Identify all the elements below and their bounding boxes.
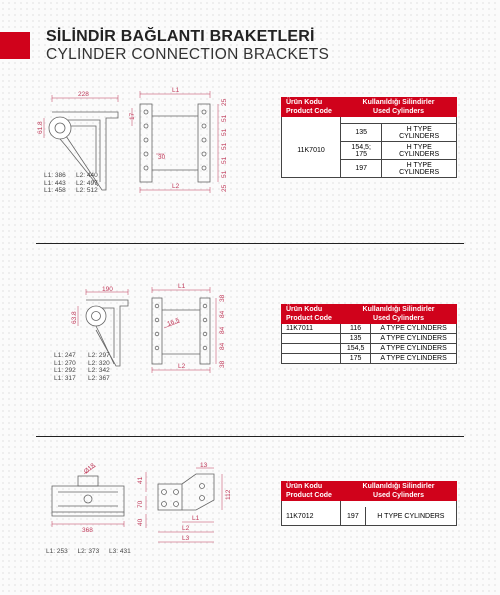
spec-table-11K7012	[281, 481, 457, 526]
header-code-tr: Ürün Kodu	[286, 483, 323, 490]
header-used-en: Used Cylinders	[373, 492, 424, 499]
len-l1: L1: 317	[54, 374, 76, 382]
dim-d2: 41	[137, 476, 144, 484]
len-l2: L2: 512	[76, 187, 98, 194]
dim-d1: 61.8	[37, 121, 44, 134]
dim-r4: 51	[221, 156, 228, 164]
len-l2: L2: 373	[77, 548, 100, 555]
len-l1: L1: 253	[46, 548, 68, 555]
len-l2: L2: 342	[88, 367, 110, 374]
dim-d1: Ø18	[82, 462, 97, 476]
dim-r2: 51	[221, 128, 228, 136]
dim-l2: L2	[182, 525, 190, 532]
header-used-tr: Kullanıldığı Silindirler	[362, 99, 435, 106]
dim-d2: 17	[129, 112, 136, 120]
len-l2: L2: 497	[76, 179, 98, 187]
dim-d4: 40	[137, 518, 144, 526]
dim-r0: 25	[221, 98, 228, 106]
length-table-11K7010	[44, 172, 98, 195]
cylinder-type: A TYPE CYLINDERS	[371, 324, 457, 334]
cylinder-type: A TYPE CYLINDERS	[371, 354, 457, 364]
dim-l2: L2	[172, 183, 180, 190]
len-l2: L2: 320	[88, 359, 110, 367]
cylinder-type: H TYPE CYLINDERS	[382, 142, 457, 160]
product-code-header	[282, 305, 341, 324]
spec-table-11K7011	[281, 304, 457, 364]
header-used-en: Used Cylinders	[373, 108, 424, 115]
cylinder-size: 135	[341, 334, 371, 344]
dim-r2: 84	[219, 326, 226, 334]
product-code: 11K7011	[282, 324, 341, 334]
used-cylinders-header	[341, 305, 457, 324]
dim-r0: 38	[219, 294, 226, 302]
header-code-en: Product Code	[286, 492, 332, 499]
divider	[36, 243, 464, 244]
dim-r6: 25	[221, 184, 228, 192]
used-cylinders-header	[341, 98, 457, 117]
dim-l3: L3	[182, 535, 190, 542]
dim-r3: 51	[221, 142, 228, 150]
cylinder-size: 154,5	[341, 344, 371, 354]
dim-l1: L1	[172, 87, 180, 94]
dim-r1: 84	[219, 310, 226, 318]
cylinder-size: 197	[341, 507, 366, 526]
dim-r3: 84	[219, 342, 226, 350]
dim-l2: L2	[178, 363, 186, 370]
header-code-en: Product Code	[286, 315, 332, 322]
dim-width: 368	[82, 527, 93, 534]
dim-r4: 38	[219, 360, 226, 368]
len-l2: L2: 367	[88, 374, 110, 382]
header-used-en: Used Cylinders	[373, 315, 424, 322]
used-cylinders-header	[341, 482, 457, 501]
header-code-en: Product Code	[286, 108, 332, 115]
header-code-tr: Ürün Kodu	[286, 306, 323, 313]
dim-d1: 63.8	[71, 311, 78, 324]
length-table-11K7011	[54, 352, 110, 382]
dim-l1: L1	[178, 283, 186, 290]
product-code-header	[282, 482, 341, 501]
len-l1: L1: 458	[44, 187, 66, 194]
dim-r1: 51	[221, 114, 228, 122]
dim-d3: 70	[137, 500, 144, 508]
product-code: 11K7010	[282, 124, 341, 178]
len-l2: L2: 440	[76, 172, 98, 179]
dim-width: 228	[78, 91, 89, 98]
dim-d3: 30	[158, 154, 166, 161]
header-used-tr: Kullanıldığı Silindirler	[362, 483, 435, 490]
divider	[36, 436, 464, 437]
header-code-tr: Ürün Kodu	[286, 99, 323, 106]
dim-d6: 112	[225, 489, 232, 500]
cylinder-size: 135	[341, 124, 382, 142]
len-l1: L1: 386	[44, 172, 66, 179]
cylinder-type: H TYPE CYLINDERS	[382, 124, 457, 142]
bracket-drawing-11K7012	[46, 462, 236, 546]
dim-l1: L1	[192, 515, 200, 522]
page-subtitle: CYLINDER CONNECTION BRACKETS	[46, 46, 330, 63]
dim-d2: 16.5	[166, 316, 181, 328]
cylinder-size: 116	[341, 324, 371, 334]
cylinder-type: A TYPE CYLINDERS	[371, 344, 457, 354]
dim-r5: 51	[221, 170, 228, 178]
spec-table-11K7010	[281, 97, 457, 178]
cylinder-type: H TYPE CYLINDERS	[365, 507, 456, 526]
len-l1: L1: 443	[44, 179, 66, 187]
brand-bar	[0, 32, 30, 59]
len-l1: L1: 270	[54, 359, 76, 367]
cylinder-type: H TYPE CYLINDERS	[382, 160, 457, 178]
cylinder-size: 175	[341, 354, 371, 364]
cylinder-type: A TYPE CYLINDERS	[371, 334, 457, 344]
len-l1: L1: 247	[54, 352, 76, 359]
cylinder-size: 154,5; 175	[341, 142, 382, 160]
cylinder-size: 197	[341, 160, 382, 178]
len-l3: L3: 431	[109, 548, 131, 555]
page-title: SİLİNDİR BAĞLANTI BRAKETLERİ	[46, 28, 315, 45]
dim-d5: 13	[200, 462, 208, 469]
len-l2: L2: 297	[88, 352, 110, 359]
len-l1: L1: 292	[54, 367, 76, 374]
product-code: 11K7012	[282, 507, 341, 526]
length-table-11K7012	[46, 548, 131, 556]
product-code-header	[282, 98, 341, 117]
dim-width: 190	[102, 286, 113, 293]
header-used-tr: Kullanıldığı Silindirler	[362, 306, 435, 313]
